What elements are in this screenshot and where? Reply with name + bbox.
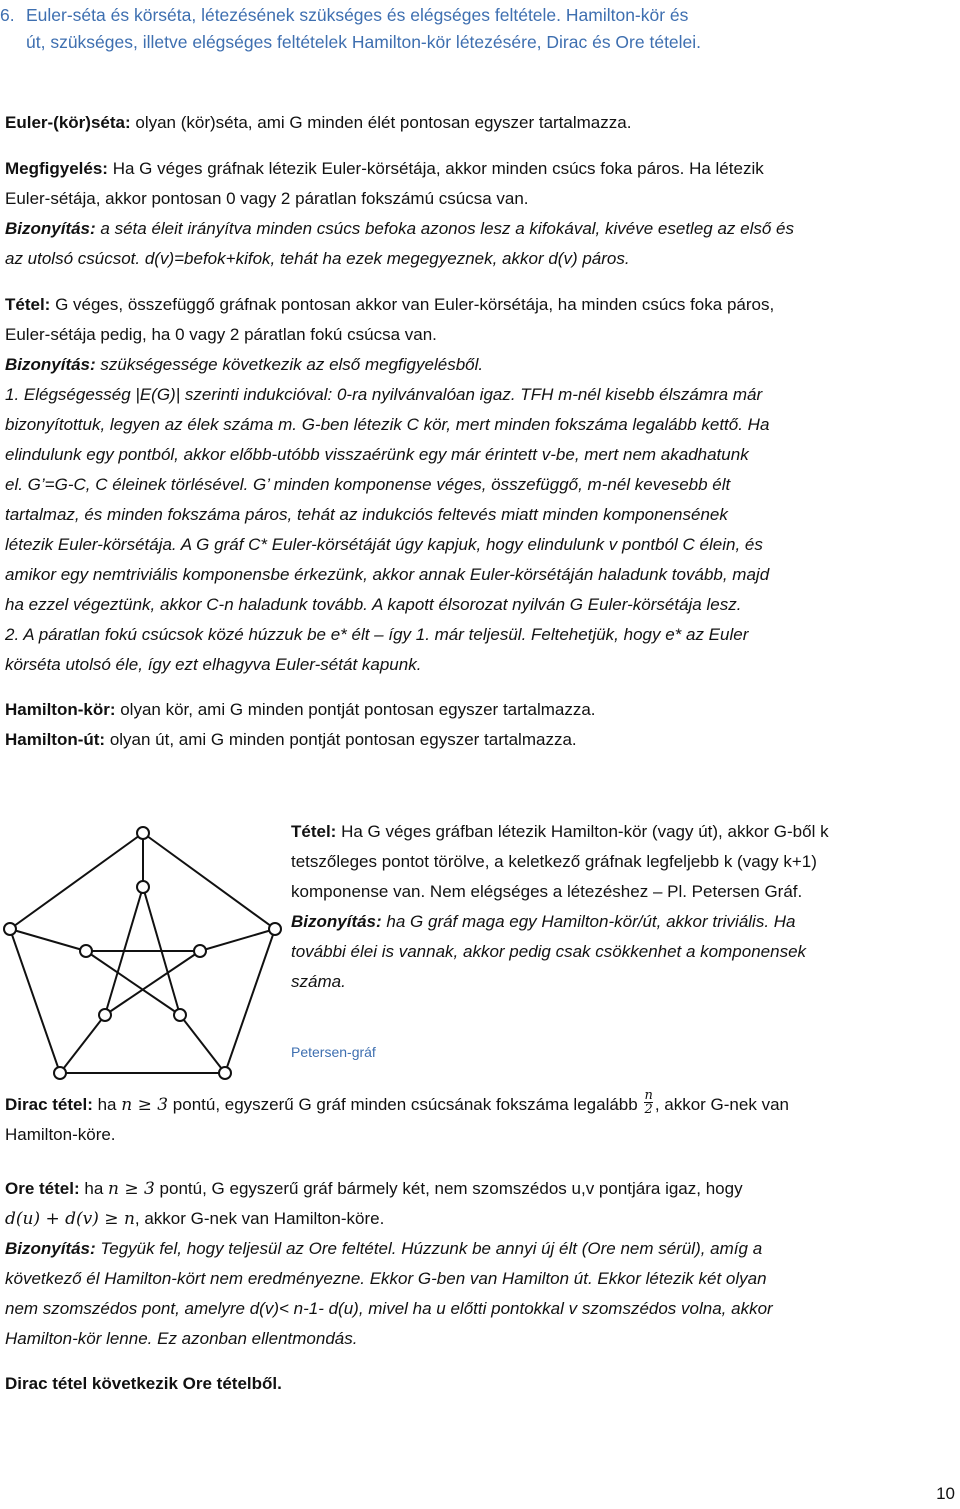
page-number: 10 [936, 1484, 955, 1503]
math-condition: d(u) + d(v) ≥ n [5, 1209, 135, 1229]
section-number: 6. [0, 5, 15, 25]
petersen-graph-figure [0, 815, 285, 1080]
fraction-denominator: 2 [644, 1102, 653, 1118]
proof-line: el. G’=G-C, C éleinek törlésével. G’ minden komponense véges, összefüggő, m-nél kevesebb élt [5, 475, 731, 494]
proof-line3: száma. [291, 972, 346, 991]
text-fragment: pontú, G egyszerű gráf bármely két, nem szomszédos u,v pontjára igaz, hogy [154, 1179, 743, 1198]
proof-line1: a séta éleit irányítva minden csúcs befoka azonos lesz a kifokával, kivéve esetleg az első és [95, 219, 794, 238]
observation-block [5, 154, 957, 274]
proof-line2: következő él Hamilton-kört nem eredményezne. Ekkor G-ben van Hamilton út. Ekkor létezik két olyan [5, 1269, 767, 1288]
proof-line1: Tegyük fel, hogy teljesül az Ore feltétel. Húzzunk be annyi új élt (Ore nem sérül), amíg a [95, 1239, 763, 1258]
math-condition: n ≥ 3 [121, 1095, 169, 1115]
term-label: Hamilton-út: [5, 730, 106, 749]
theorem-line2: Euler-sétája pedig, ha 0 vagy 2 páratlan fokú csúcsa van. [5, 325, 437, 344]
section-heading [0, 2, 956, 56]
text-fragment: , akkor G-nek van [654, 1095, 789, 1114]
section-title-line2: út, szükséges, illetve elégséges feltételek Hamilton-kör létezésére, Dirac és Ore tételei. [26, 32, 702, 52]
text-fragment: , akkor G-nek van Hamilton-köre. [134, 1209, 385, 1228]
proof-label: Bizonyítás: [5, 219, 96, 238]
theorem-line2: tetszőleges pontot törölve, a keletkező gráfnak legfeljebb k (vagy k+1) [291, 852, 817, 871]
proof-line: tartalmaz, és minden fokszáma páros, tehát az indukciós feltevés miatt minden komponensének [5, 505, 728, 524]
proof-line: létezik Euler-körsétája. A G gráf C* Euler-körsétáját úgy kapjuk, hogy elindulunk v pontból C élein, és [5, 535, 763, 554]
theorem-euler [5, 290, 957, 680]
proof-line2: további élei is vannak, akkor pedig csak csökkenhet a komponensek [291, 942, 807, 961]
term-label: Megfigyelés: [5, 159, 108, 178]
hamilton-definitions [5, 695, 957, 755]
proof-line: 2. A páratlan fokú csúcsok közé húzzuk be e* élt – így 1. már teljesül. Feltehetjük, hogy e* az Euler [5, 625, 749, 644]
term-label: Dirac tétel: [5, 1095, 93, 1114]
proof-line4: Hamilton-kör lenne. Ez azonban ellentmondás. [5, 1329, 358, 1348]
proof-line1: ha G gráf maga egy Hamilton-kör/út, akkor triviális. Ha [381, 912, 796, 931]
proof-label: Bizonyítás: [5, 1239, 96, 1258]
text-fragment: ha [79, 1179, 108, 1198]
section-title-line1: Euler-séta és körséta, létezésének szükséges és elégséges feltétele. Hamilton-kör és [26, 5, 689, 25]
figure-caption: Petersen-gráf [291, 1044, 376, 1060]
fraction-n-over-2 [644, 1089, 652, 1116]
definition-text: olyan (kör)séta, ami G minden élét pontosan egyszer tartalmazza. [130, 113, 632, 132]
term-label: Ore tétel: [5, 1179, 80, 1198]
proof-line: ha ezzel végeztünk, akkor C-n haladunk tovább. A kapott élsorozat nyilván G Euler-körsétája lesz. [5, 595, 742, 614]
observation-line1: Ha G véges gráfnak létezik Euler-körsétája, akkor minden csúcs foka páros. Ha létezik [107, 159, 764, 178]
euler-definition [5, 108, 957, 138]
text-fragment: pontú, egyszerű G gráf minden csúcsának fokszáma legalább [168, 1095, 643, 1114]
theorem-line1: G véges, összefüggő gráfnak pontosan akkor van Euler-körsétája, ha minden csúcs foka páros, [50, 295, 775, 314]
proof-text: szükségessége következik az első megfigyelésből. [95, 355, 484, 374]
theorem-line1: Ha G véges gráfban létezik Hamilton-kör (vagy út), akkor G-ből k [336, 822, 829, 841]
theorem-line3: komponense van. Nem elégséges a létezéshez – Pl. Petersen Gráf. [291, 882, 803, 901]
definition-text: olyan út, ami G minden pontját pontosan egyszer tartalmazza. [105, 730, 577, 749]
proof-line: 1. Elégségesség |E(G)| szerinti indukcióval: 0-ra nyilvánvalóan igaz. TFH m-nél kisebb élszámra már [5, 385, 763, 404]
proof-label: Bizonyítás: [291, 912, 382, 931]
proof-label: Bizonyítás: [5, 355, 96, 374]
term-label: Hamilton-kör: [5, 700, 116, 719]
dirac-theorem [5, 1090, 957, 1150]
term-label: Euler-(kör)séta: [5, 113, 131, 132]
text-fragment: ha [92, 1095, 122, 1114]
observation-line2: Euler-sétája, akkor pontosan 0 vagy 2 páratlan fokszámú csúcsa van. [5, 189, 529, 208]
conclusion: Dirac tétel következik Ore tételből. [5, 1374, 282, 1393]
ore-theorem [5, 1174, 957, 1354]
term-label: Tétel: [5, 295, 51, 314]
math-condition: n ≥ 3 [108, 1179, 155, 1199]
fraction-numerator: n [644, 1088, 653, 1104]
definition-text: olyan kör, ami G minden pontját pontosan egyszer tartalmazza. [115, 700, 596, 719]
dirac-line2: Hamilton-köre. [5, 1125, 116, 1144]
theorem-hamilton [291, 817, 956, 997]
proof-line: körséta utolsó éle, így ezt elhagyva Euler-sétát kapunk. [5, 655, 422, 674]
term-label: Tétel: [291, 822, 337, 841]
proof-line: amikor egy nemtriviális komponensbe érkezünk, akkor annak Euler-körsétáján haladunk tovább, majd [5, 565, 770, 584]
proof-line3: nem szomszédos pont, amelyre d(v)< n-1- d(u), mivel ha u előtti pontokkal v szomszédos volna, akkor [5, 1299, 773, 1318]
proof-line2: az utolsó csúcsot. d(v)=befok+kifok, tehát ha ezek megegyeznek, akkor d(v) páros. [5, 249, 630, 268]
proof-line: bizonyítottuk, legyen az élek száma m. G-ben létezik C kör, mert minden fokszáma legalább kettő. Ha [5, 415, 770, 434]
proof-line: elindulunk egy pontból, akkor előbb-utóbb visszaérünk egy már érintett v-be, mert nem akadhatunk [5, 445, 749, 464]
